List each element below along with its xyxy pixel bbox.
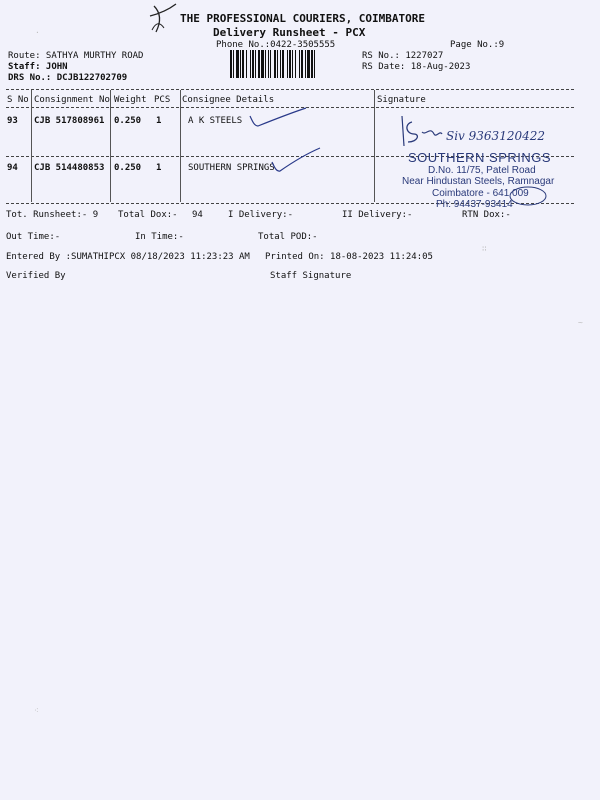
printed-on: Printed On: 18-08-2023 11:24:05 [265, 252, 433, 262]
row-pcs: 1 [156, 116, 162, 126]
page-number: Page No.:9 [450, 40, 505, 50]
barcode-bar [295, 50, 296, 78]
barcode-bar [280, 50, 281, 78]
checkmark-icon [270, 146, 322, 176]
total-pod: Total POD:- [258, 232, 318, 242]
i-delivery: I Delivery:- [228, 210, 294, 220]
row-sno: 94 [7, 163, 18, 173]
barcode-bar [277, 50, 278, 78]
staff: Staff: JOHN [8, 62, 68, 72]
row-consignment: CJB 517808961 [34, 116, 105, 126]
header-sno: S No [7, 95, 29, 105]
scan-speck: ~ [578, 318, 583, 327]
total-dox-label: Total Dox:- [118, 210, 178, 220]
rtn-dox: RTN Dox:- [462, 210, 511, 220]
barcode-bar [287, 50, 288, 78]
scan-speck: ∷ [482, 244, 487, 253]
barcode-bar [265, 50, 266, 78]
scan-speck: · [35, 28, 40, 37]
barcode-bar [250, 50, 251, 78]
barcode-bar [289, 50, 291, 78]
barcode-bar [282, 50, 284, 78]
column-divider [31, 90, 32, 202]
header-pcs: PCS [154, 95, 171, 105]
column-divider [180, 90, 181, 202]
barcode-bar [230, 50, 232, 78]
rs-number: RS No.: 1227027 [362, 51, 444, 61]
barcode-icon [230, 50, 354, 78]
runsheet-title: Delivery Runsheet - PCX [213, 26, 366, 39]
barcode-bar [252, 50, 254, 78]
barcode-bar [314, 50, 315, 78]
barcode-bar [246, 50, 247, 78]
phone-number: Phone No.:0422-3505555 [216, 40, 336, 50]
checkmark-icon [248, 106, 310, 132]
barcode-bar [233, 50, 234, 78]
stamp-address-3: Coimbatore - 641 009 [432, 188, 529, 199]
staff-signature: Staff Signature [270, 271, 352, 281]
stamp-phone: Ph: 94437-93414 [436, 199, 513, 210]
handwritten-phone: Siv 9363120422 [446, 129, 545, 143]
barcode-bar [240, 50, 241, 78]
row-consignee: A K STEELS [188, 116, 243, 126]
divider [6, 89, 574, 90]
ii-delivery: II Delivery:- [342, 210, 413, 220]
row-pcs: 1 [156, 163, 162, 173]
total-dox-value: 94 [192, 210, 203, 220]
handwritten-signature [396, 112, 581, 152]
company-logo-icon [142, 2, 182, 42]
scan-speck: ⁖ [34, 706, 39, 715]
barcode-bar [301, 50, 303, 78]
column-divider [374, 90, 375, 202]
barcode-bar [270, 50, 271, 78]
barcode-bar [242, 50, 244, 78]
stamp-address-2: Near Hindustan Steels, Ramnagar [402, 176, 555, 187]
row-sno: 93 [7, 116, 18, 126]
barcode-bar [236, 50, 239, 78]
row-consignee: SOUTHERN SPRINGS [188, 163, 275, 173]
drs-number: DRS No.: DCJB122702709 [8, 73, 128, 83]
barcode-bar [311, 50, 313, 78]
barcode-bar [307, 50, 310, 78]
company-name: THE PROFESSIONAL COURIERS, COIMBATORE [180, 12, 426, 25]
entered-by: Entered By :SUMATHIPCX 08/18/2023 11:23:23 AM [6, 252, 250, 262]
header-consignment: Consignment No [34, 95, 110, 105]
stamp-name: SOUTHERN SPRINGS [408, 150, 552, 165]
barcode-bar [261, 50, 264, 78]
row-consignment: CJB 514480853 [34, 163, 105, 173]
header-weight: Weight [114, 95, 147, 105]
barcode-bar [292, 50, 293, 78]
verified-by: Verified By [6, 271, 66, 281]
route: Route: SATHYA MURTHY ROAD [8, 51, 144, 61]
total-runsheet: Tot. Runsheet:- 9 [6, 210, 99, 220]
barcode-bar [274, 50, 276, 78]
barcode-bar [255, 50, 256, 78]
out-time: Out Time:- [6, 232, 61, 242]
stamp-scribble-icon [508, 184, 550, 208]
rs-date: RS Date: 18-Aug-2023 [362, 62, 471, 72]
stamp-address-1: D.No. 11/75, Patel Road [428, 165, 536, 176]
header-consignee: Consignee Details [182, 95, 275, 105]
header-signature: Signature [377, 95, 426, 105]
in-time: In Time:- [135, 232, 184, 242]
row-weight: 0.250 [114, 163, 142, 173]
row-weight: 0.250 [114, 116, 142, 126]
barcode-bar [268, 50, 269, 78]
barcode-bar [299, 50, 300, 78]
barcode-bar [258, 50, 260, 78]
barcode-bar [305, 50, 306, 78]
column-divider [110, 90, 111, 202]
